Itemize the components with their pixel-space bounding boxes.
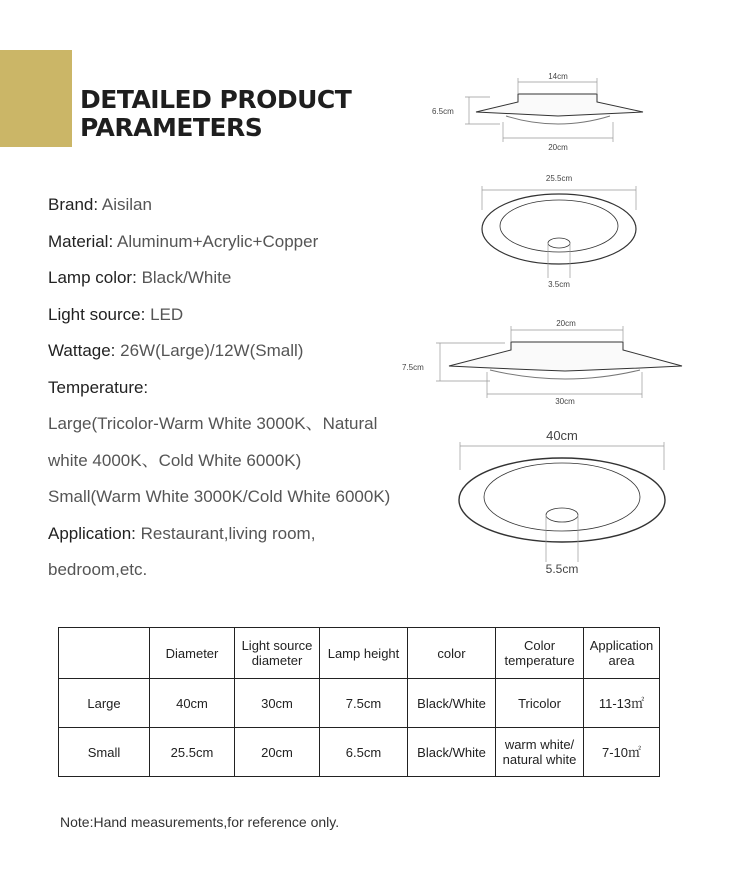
spec-value: Aisilan [101,195,152,214]
table-header-row [59,628,660,679]
spec-key: Brand: [48,195,99,214]
small-side-top-dim: 14cm [548,72,568,81]
spec-key: Material: [48,231,114,251]
small-side-bottom-dim: 20cm [548,143,568,152]
small-top-diameter-dim: 25.5cm [545,174,573,183]
spec-value: Black/White [141,268,232,287]
spec-value: LED [150,304,184,324]
table-header-cell [59,628,150,679]
small-lamp-side-view [465,78,643,142]
large-side-height-dim: 7.5cm [402,363,424,372]
large-lamp-side-view [436,326,682,398]
table-row [59,728,660,777]
table-cell: Large [59,679,150,728]
spec-value: Aluminum+Acrylic+Copper [116,231,319,251]
spec-value: 26W(Large)/12W(Small) [120,341,304,360]
large-side-top-dim: 20cm [556,319,576,328]
table-cell: 6.5cm [320,728,408,777]
title-line-2: PARAMETERS [80,113,263,142]
spec-value: Large(Tricolor-Warm White 3000K、Natural [48,414,378,433]
table-header-cell: Light source diameter [235,628,320,679]
spec-value: white 4000K、Cold White 6000K) [48,450,302,470]
table-cell: 25.5cm [150,728,235,777]
spec-key: Application: [48,523,136,543]
spec-key: Light source: [48,304,146,324]
table-cell: Black/White [408,679,496,728]
table-cell: Black/White [408,728,496,777]
spec-value: bedroom,etc. [48,560,148,579]
large-lamp-top-view [459,442,665,562]
table-cell: 40cm [150,679,235,728]
spec-value: Restaurant,living room, [140,523,316,543]
table-cell: 7-10㎡ [584,728,660,777]
table-row [59,679,660,728]
spec-key: Temperature: [48,377,149,397]
table-header-cell: color [408,628,496,679]
small-side-height-dim: 6.5cm [432,107,454,116]
spec-key: Wattage: [48,341,116,360]
table-cell: 11-13㎡ [584,679,660,728]
table-header-cell: Color temperature [496,628,584,679]
small-top-base-dim: 3.5cm [548,280,570,289]
table-cell: 30cm [235,679,320,728]
table-cell: warm white/ natural white [496,728,584,777]
large-side-bottom-dim: 30cm [555,397,575,406]
table-header-cell: Diameter [150,628,235,679]
table-header-cell: Lamp height [320,628,408,679]
spec-value: Small(Warm White 3000K/Cold White 6000K) [48,487,391,506]
table-cell: 7.5cm [320,679,408,728]
table-header-cell: Application area [584,628,660,679]
parameters-table [58,627,660,777]
spec-key: Lamp color: [48,268,137,287]
table-cell: Small [59,728,150,777]
title-line-1: DETAILED PRODUCT [80,85,352,114]
reference-note: Note:Hand measurements,for reference only. [60,814,340,830]
table-cell: Tricolor [496,679,584,728]
large-top-diameter-dim: 40cm [546,428,578,443]
table-cell: 20cm [235,728,320,777]
large-top-base-dim: 5.5cm [545,562,579,576]
small-lamp-top-view [482,186,636,278]
